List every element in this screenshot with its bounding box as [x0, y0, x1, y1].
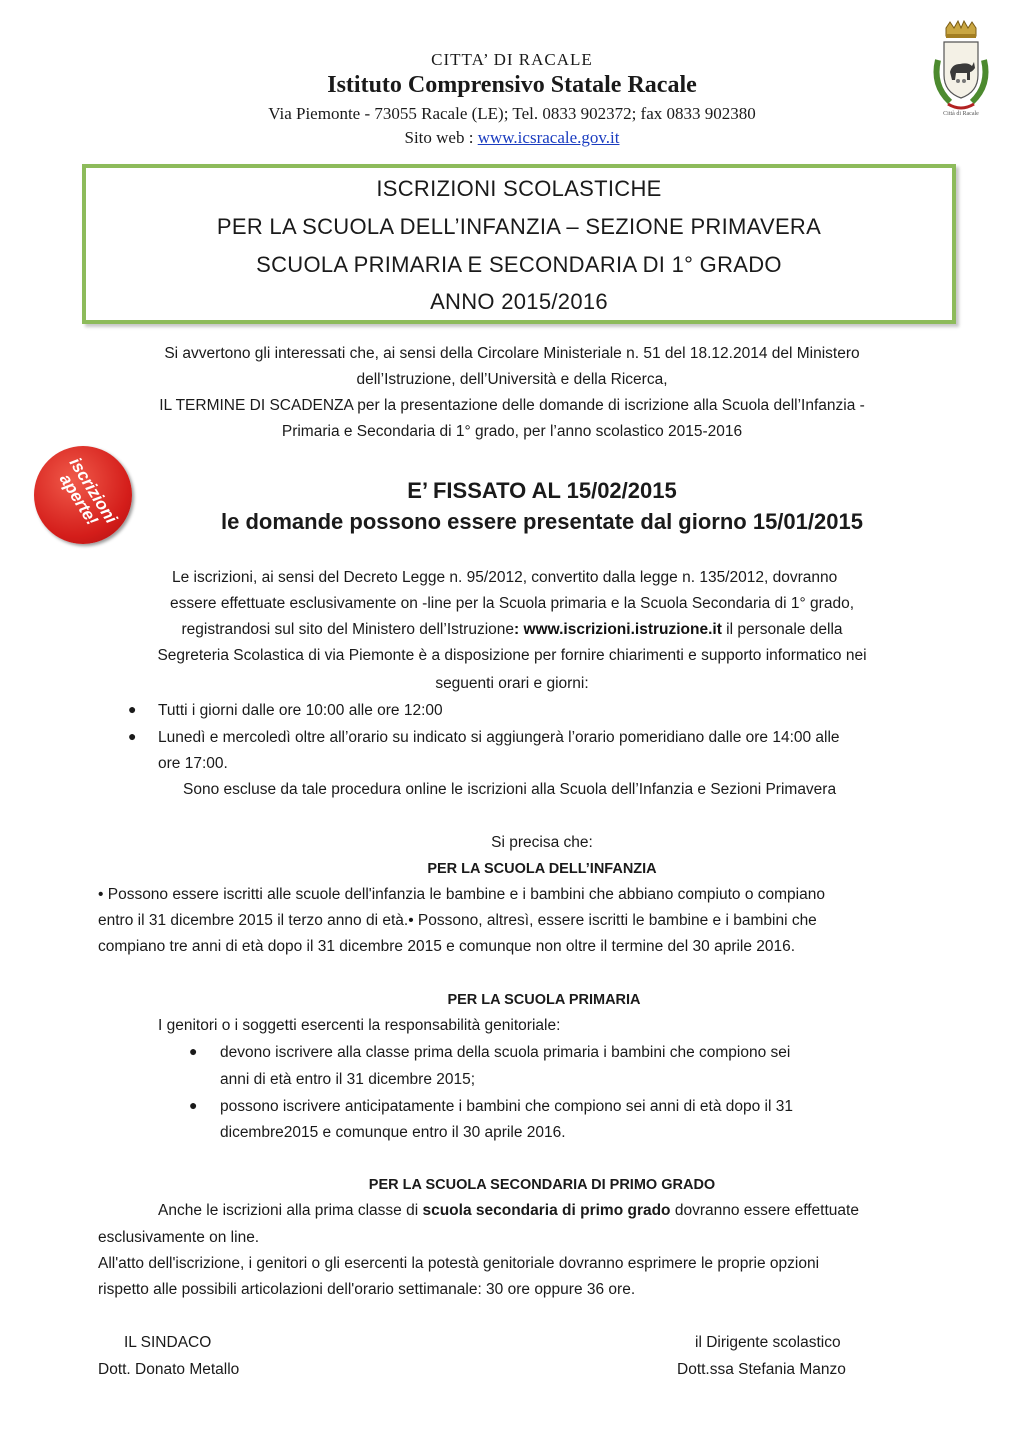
notice-line-1: Si avvertono gli interessati che, ai sensi della Circolare Ministeriale n. 51 del 18.12.2014 del Ministero — [164, 345, 860, 362]
crest-caption: Città di Racale — [943, 111, 979, 117]
infanzia-title: PER LA SCUOLA DELL’INFANZIA — [427, 861, 657, 877]
primaria-title: PER LA SCUOLA PRIMARIA — [447, 992, 641, 1008]
specify-intro: Si precisa che: — [491, 834, 593, 851]
secondaria-line-1-tail: dovranno essere effettuate — [670, 1202, 859, 1219]
title-line-3: SCUOLA PRIMARIA E SECONDARIA DI 1° GRADO — [256, 252, 782, 277]
website-line — [0, 128, 1024, 148]
hours-bullet-2-cont: ore 17:00. — [158, 755, 228, 772]
badge-text: iscrizioni aperte! — [55, 454, 121, 529]
school-name: Istituto Comprensivo Statale Racale — [327, 72, 697, 98]
principal-role: il Dirigente scolastico — [695, 1334, 841, 1351]
title-line-4: ANNO 2015/2016 — [430, 289, 608, 314]
secondaria-title: PER LA SCUOLA SECONDARIA DI PRIMO GRADO — [368, 1177, 716, 1193]
notice-line-2: dell’Istruzione, dell’Università e della Ricerca, — [356, 371, 668, 388]
school-address: Via Piemonte - 73055 Racale (LE); Tel. 0833 902372; fax 0833 902380 — [268, 104, 756, 123]
deadline-line-2: le domande possono essere presentate dal giorno 15/01/2015 — [221, 509, 863, 534]
city-name: CITTA’ DI RACALE — [431, 50, 593, 69]
secondaria-line-1-text: Anche le iscrizioni alla prima classe di — [158, 1202, 423, 1219]
deadline-line-1: E’ FISSATO AL 15/02/2015 — [407, 478, 677, 503]
primaria-bullet-1-cont: anni di età entro il 31 dicembre 2015; — [220, 1071, 476, 1088]
title-line-2: PER LA SCUOLA DELL’INFANZIA – SEZIONE PRIMAVERA — [216, 214, 822, 239]
mayor-name: Dott. Donato Metallo — [98, 1361, 240, 1378]
infanzia-line-2: entro il 31 dicembre 2015 il terzo anno di età.• Possono, altresì, essere iscritti le bambine e i bambini che — [98, 912, 817, 929]
website-link[interactable]: www.icsracale.gov.it — [477, 128, 620, 147]
hours-bullet-2: Lunedì e mercoledì oltre all’orario su indicato si aggiungerà l’orario pomeridiano dalle ore 14:00 alle — [158, 729, 840, 746]
bullet-icon: ● — [128, 701, 137, 717]
secondaria-line-1-bold: scuola secondaria di primo grado — [422, 1202, 671, 1219]
secondaria-line-1 — [158, 1198, 859, 1224]
primaria-bullet-2-cont: dicembre2015 e comunque entro il 30 aprile 2016. — [220, 1124, 566, 1141]
online-line-2: essere effettuate esclusivamente on -line per la Scuola primaria e la Scuola Secondaria di 1° grado, — [170, 595, 854, 612]
notice-line-4: Primaria e Secondaria di 1° grado, per l’anno scolastico 2015-2016 — [281, 423, 743, 440]
online-line-1: Le iscrizioni, ai sensi del Decreto Legge n. 95/2012, convertito dalla legge n. 135/2012, dovranno — [172, 569, 838, 586]
hours-bullet-1: Tutti i giorni dalle ore 10:00 alle ore 12:00 — [158, 702, 443, 719]
website-label: Sito web : — [404, 128, 478, 147]
excluded-note: Sono escluse da tale procedura online le iscrizioni alla Scuola dell’Infanzia e Sezioni Primavera — [183, 781, 837, 798]
online-line-5: seguenti orari e giorni: — [435, 675, 589, 692]
online-line-3-text: registrandosi sul sito del Ministero dell’Istruzione — [181, 621, 515, 638]
notice-line-3: IL TERMINE DI SCADENZA per la presentazione delle domande di iscrizione alla Scuola dell’Infanzia - — [159, 397, 865, 414]
online-line-3-tail: il personale della — [721, 621, 843, 638]
title-line-1: ISCRIZIONI SCOLASTICHE — [376, 176, 662, 201]
city-crest-icon — [928, 20, 994, 118]
primaria-intro: I genitori o i soggetti esercenti la responsabilità genitoriale: — [158, 1017, 561, 1034]
mayor-role: IL SINDACO — [124, 1334, 212, 1351]
infanzia-line-3: compiano tre anni di età dopo il 31 dicembre 2015 e comunque non oltre il termine del 30 aprile 2016. — [98, 938, 796, 955]
online-line-4: Segreteria Scolastica di via Piemonte è a disposizione per fornire chiarimenti e supporto informatico nei — [157, 647, 867, 664]
bullet-icon: ● — [189, 1043, 198, 1059]
online-line-3 — [0, 617, 1024, 643]
infanzia-line-1: • Possono essere iscritti alle scuole dell'infanzia le bambine e i bambini che abbiano compiuto o compiano — [98, 886, 825, 903]
secondaria-line-2: esclusivamente on line. — [98, 1229, 260, 1246]
secondaria-line-3: All'atto dell'iscrizione, i genitori o gli esercenti la potestà genitoriale dovranno esprimere le proprie opzioni — [98, 1255, 820, 1272]
primaria-bullet-2: possono iscrivere anticipatamente i bambini che compiono sei anni di età dopo il 31 — [220, 1098, 793, 1115]
title-box — [82, 164, 956, 324]
primaria-bullet-1: devono iscrivere alla classe prima della scuola primaria i bambini che compiono sei — [220, 1044, 791, 1061]
bullet-icon: ● — [128, 728, 137, 744]
principal-name: Dott.ssa Stefania Manzo — [677, 1361, 846, 1378]
bullet-icon: ● — [189, 1097, 198, 1113]
secondaria-line-4: rispetto alle possibili articolazioni dell'orario settimanale: 30 ore oppure 36 ore. — [98, 1281, 636, 1298]
iscrizioni-website-link[interactable]: : www.iscrizioni.istruzione.it — [514, 621, 722, 638]
